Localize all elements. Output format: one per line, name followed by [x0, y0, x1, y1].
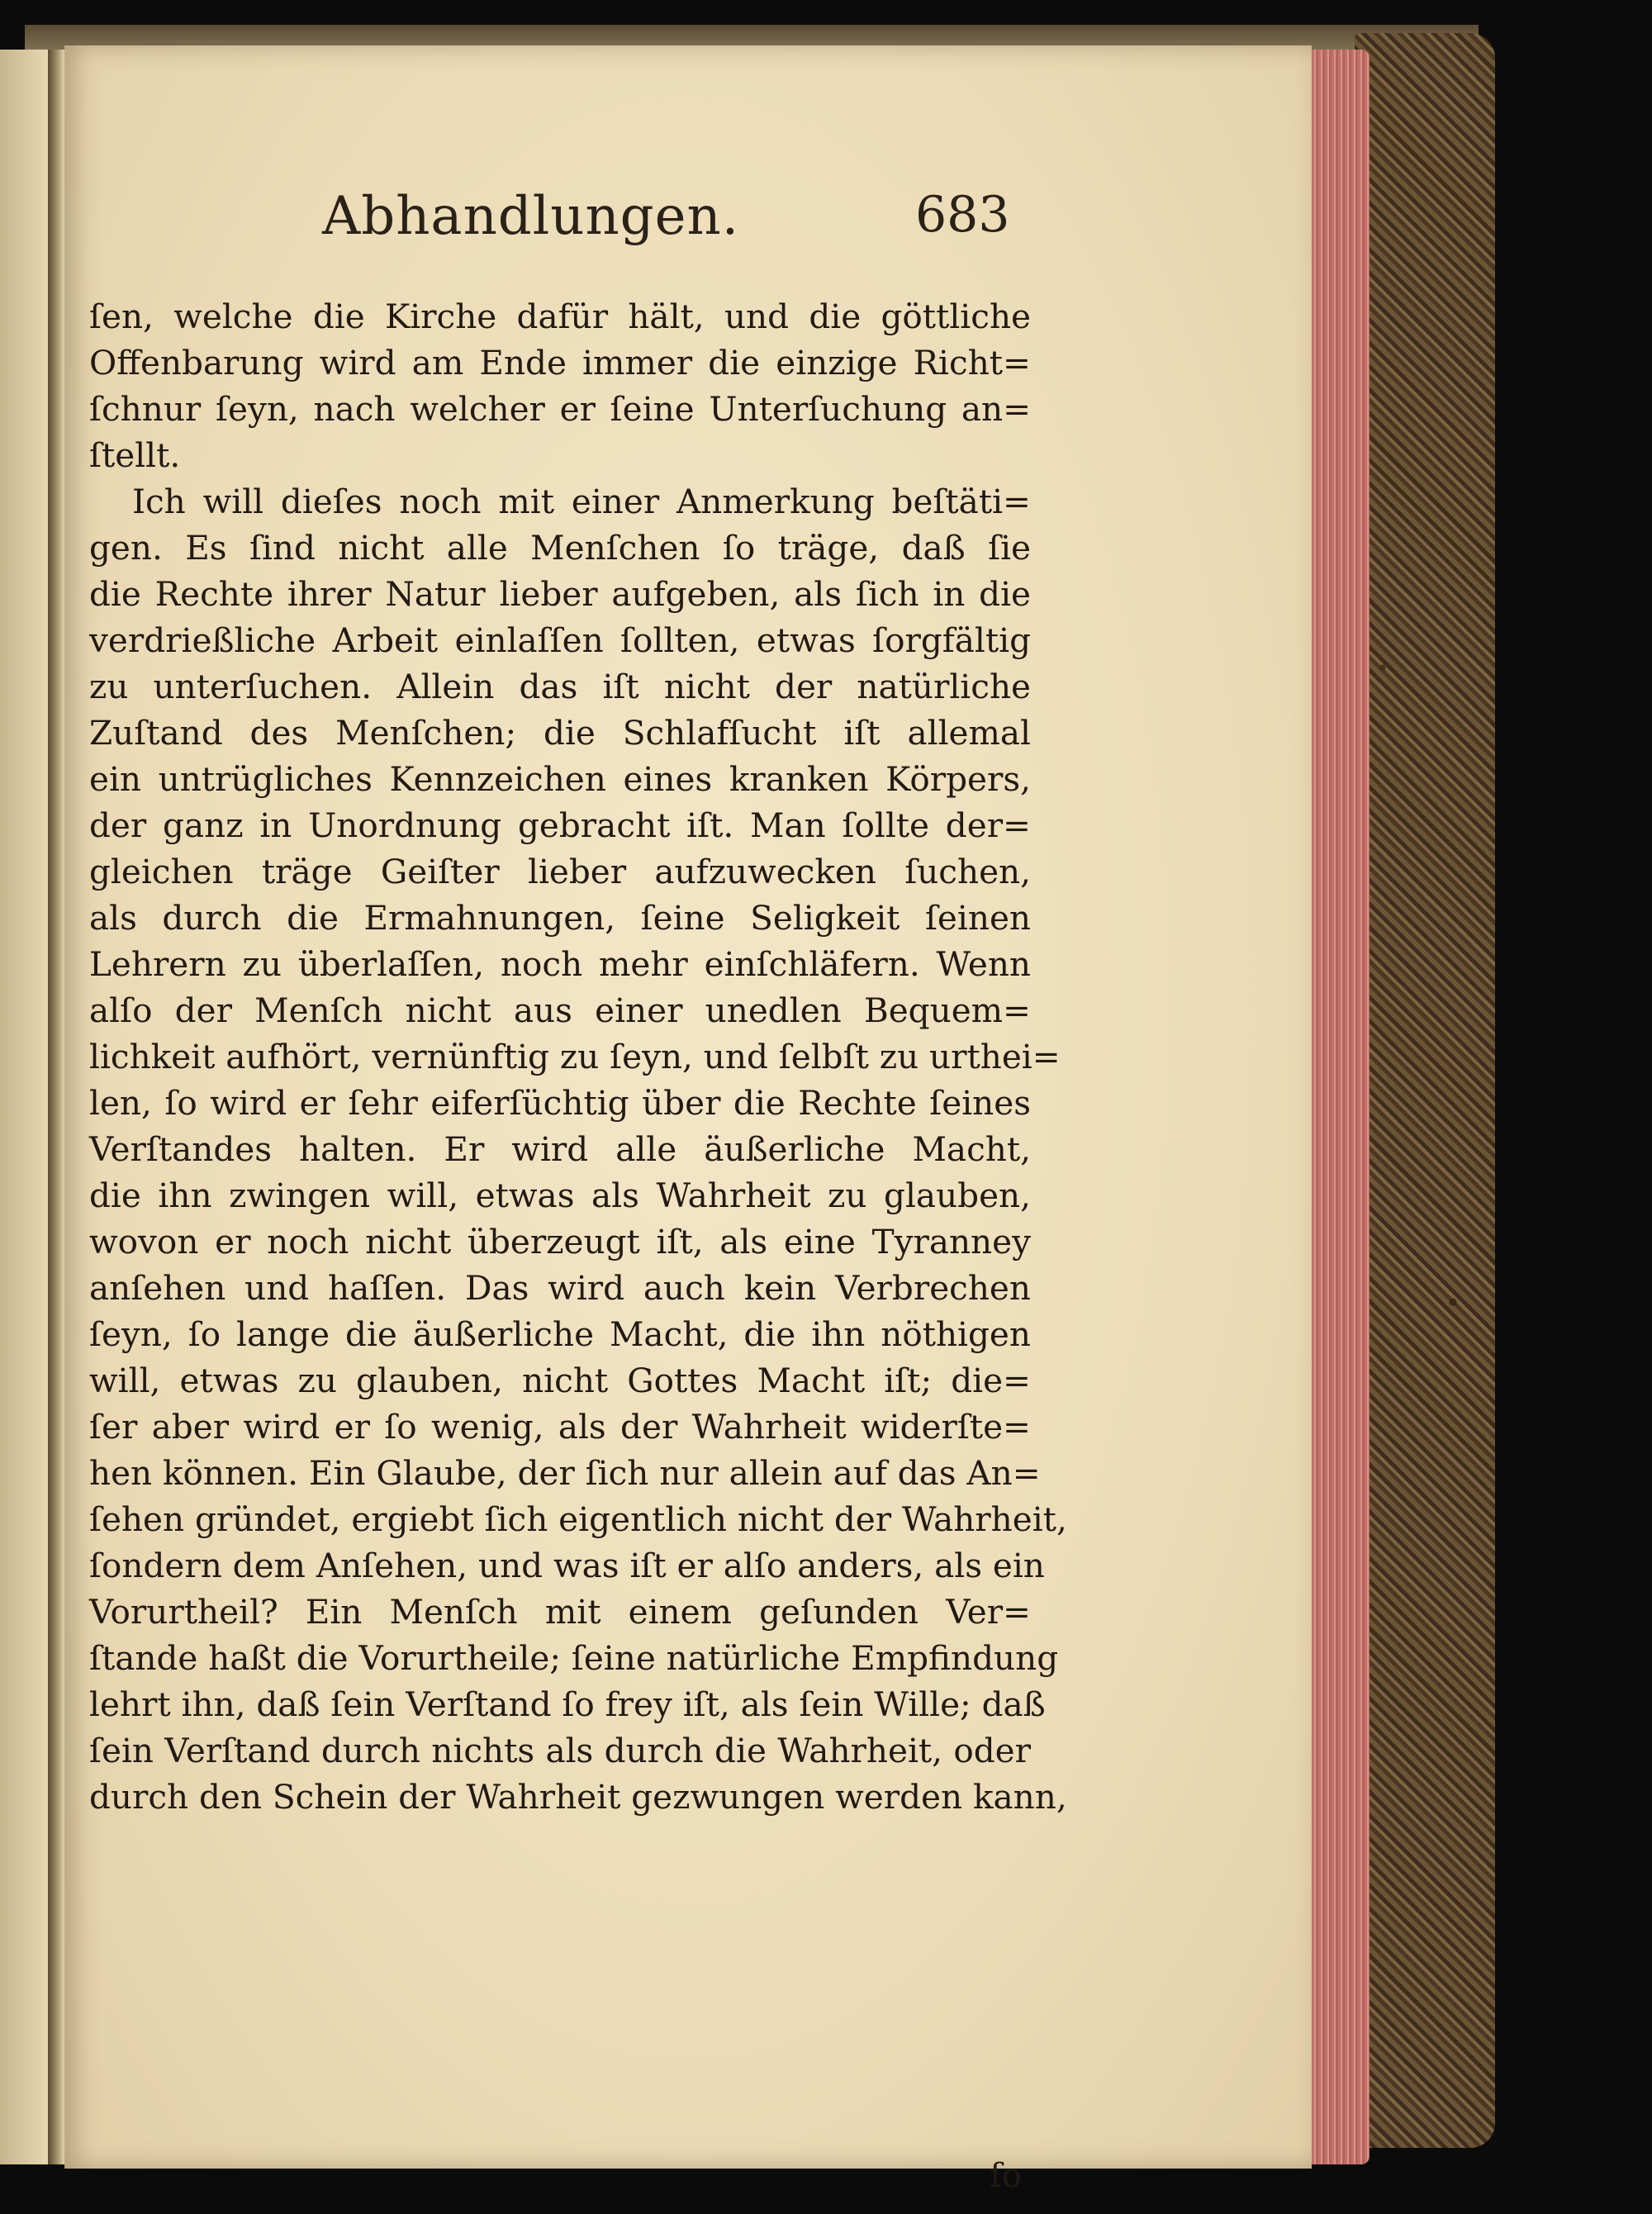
text-line: Verſtandes halten. Er wird alle äußerliche Macht,: [89, 1129, 1031, 1169]
running-header: [64, 186, 1312, 260]
text-line: len, ſo wird er ſehr eiferſüchtig über die Rechte ſeines: [89, 1083, 1031, 1123]
page-number: 683: [915, 186, 1010, 244]
text-line: Offenbarung wird am Ende immer die einzige Richt=: [89, 343, 1031, 382]
text-line: lichkeit aufhört, vernünftig zu ſeyn, und ſelbſt zu urthei=: [89, 1037, 1061, 1076]
text-line: ſchnur ſeyn, nach welcher er ſeine Unterſuchung an=: [89, 389, 1031, 429]
text-line: ſtellt.: [89, 435, 181, 475]
running-title: Abhandlungen.: [322, 186, 740, 247]
text-line: gen. Es ſind nicht alle Menſchen ſo träge, daß ſie: [89, 528, 1031, 568]
text-line: ſer aber wird er ſo wenig, als der Wahrheit widerſte=: [89, 1407, 1031, 1447]
text-line: die ihn zwingen will, etwas als Wahrheit zu glauben,: [89, 1176, 1031, 1215]
page-block-edge: [1305, 50, 1370, 2164]
book-gutter: [48, 50, 64, 2164]
text-line: gleichen träge Geiſter lieber aufzuwecken ſuchen,: [89, 852, 1031, 891]
book-cover-right: [1355, 33, 1495, 2148]
facing-page-edge: [0, 50, 48, 2164]
text-line: wovon er noch nicht überzeugt iſt, als eine Tyranney: [89, 1222, 1031, 1261]
text-line: Ich will dieſes noch mit einer Anmerkung beſtäti=: [132, 482, 1031, 521]
text-line: als durch die Ermahnungen, ſeine Seligkeit ſeinen: [89, 898, 1031, 938]
text-line: ſeyn, ſo lange die äußerliche Macht, die ihn nöthigen: [89, 1314, 1031, 1354]
text-line: lehrt ihn, daß ſein Verſtand ſo frey iſt, als ſein Wille; daß: [89, 1684, 1046, 1724]
text-line: ſondern dem Anſehen, und was iſt er alſo anders, als ein: [89, 1546, 1045, 1585]
text-line: zu unterſuchen. Allein das iſt nicht der natürliche: [89, 667, 1031, 706]
book-page: [64, 45, 1312, 2195]
body-text: [89, 293, 1067, 1820]
text-line: ein untrügliches Kennzeichen eines kranken Körpers,: [89, 759, 1031, 799]
text-line: anſehen und haſſen. Das wird auch kein Verbrechen: [89, 1268, 1031, 1308]
text-line: Lehrern zu überlaſſen, noch mehr einſchläfern. Wenn: [89, 944, 1031, 984]
text-line: hen können. Ein Glaube, der ſich nur allein auf das An=: [89, 1453, 1041, 1493]
text-line: Vorurtheil? Ein Menſch mit einem geſunden Ver=: [89, 1592, 1031, 1632]
text-line: ſehen gründet, ergiebt ſich eigentlich nicht der Wahrheit,: [89, 1499, 1067, 1539]
text-line: durch den Schein der Wahrheit gezwungen werden kann,: [89, 1777, 1067, 1817]
text-line: alſo der Menſch nicht aus einer unedlen Bequem=: [89, 991, 1031, 1030]
text-line: der ganz in Unordnung gebracht iſt. Man ſollte der=: [89, 805, 1031, 845]
text-line: will, etwas zu glauben, nicht Gottes Macht iſt; die=: [89, 1361, 1031, 1400]
text-line: ſein Verſtand durch nichts als durch die Wahrheit, oder: [89, 1731, 1031, 1770]
text-line: verdrießliche Arbeit einlaſſen ſollten, etwas ſorgfältig: [89, 620, 1031, 660]
text-line: ſen, welche die Kirche dafür hält, und die göttliche: [89, 297, 1031, 336]
catchword: ſo: [990, 2157, 1022, 2195]
text-line: Zuſtand des Menſchen; die Schlafſucht iſt allemal: [89, 713, 1031, 753]
text-line: ſtande haßt die Vorurtheile; ſeine natürliche Empfindung: [89, 1638, 1059, 1678]
text-line: die Rechte ihrer Natur lieber aufgeben, als ſich in die: [89, 574, 1031, 614]
